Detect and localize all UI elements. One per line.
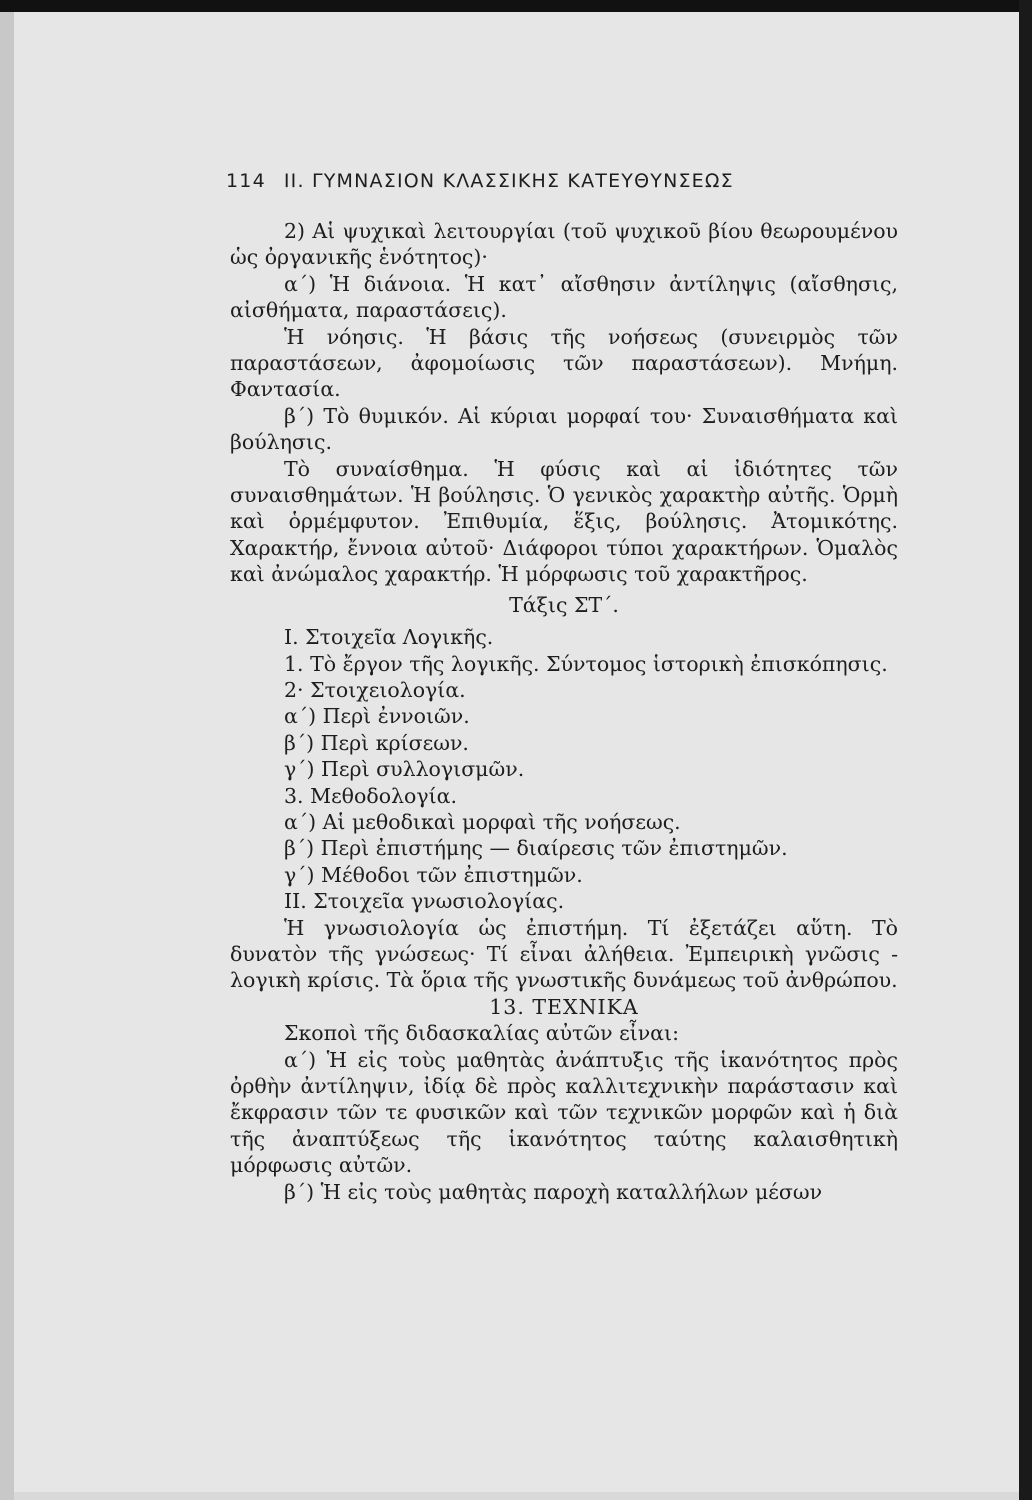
list-item: 3. Μεθοδολογία. — [284, 783, 458, 808]
paragraph: β΄) Τὸ θυμικόν. Αἱ κύριαι μορφαί του· Συναισθήματα καὶ βούλησις. — [230, 403, 898, 455]
list-item: α΄) Αἱ μεθοδικαὶ μορφαὶ τῆς νοήσεως. — [284, 809, 681, 834]
running-header — [226, 170, 866, 192]
list-item: 2· Στοιχειολογία. — [284, 677, 466, 702]
paragraph: Ἡ νόησις. Ἡ βάσις τῆς νοήσεως (συνειρμὸς τῶν παραστάσεων, ἀφομοίωσις τῶν παραστάσεων). Μνήμη. Φαντασία. — [230, 324, 898, 402]
page-number: 114 — [226, 170, 266, 192]
paragraph: 2) Αἱ ψυχικαὶ λειτουργίαι (τοῦ ψυχικοῦ βίου θεωρουμένου ὡς ὀργανικῆς ἑνότητος)· — [230, 219, 898, 270]
scan-top-border — [0, 0, 1032, 12]
page-body — [230, 218, 898, 1205]
paragraph: Τὸ συναίσθημα. Ἡ φύσις καὶ αἱ ἰδιότητες τῶν συναισθημάτων. Ἡ βούλησις. Ὁ γενικὸς χαρακτὴρ αὐτῆς. Ὁρμὴ καὶ ὁρμέμφυτον. Ἐπιθυμία, ἕξις, βούλησις. Ἀτομικότης. Χαρακτήρ, ἔννοια αὐτοῦ· Διάφοροι τύποι χαρακτήρων. Ὁμαλὸς καὶ ἀνώμαλος χαρακτήρ. Ἡ μόρφωσις τοῦ χαρακτῆρος. — [230, 456, 898, 587]
list-item: α΄) Περὶ ἐννοιῶν. — [284, 704, 470, 729]
list-item: β΄) Περὶ κρίσεων. — [284, 730, 469, 755]
paragraph: Σκοποὶ τῆς διδασκαλίας αὐτῶν εἶναι: — [284, 1021, 679, 1046]
list-item: β΄) Περὶ ἐπιστήμης — διαίρεσις τῶν ἐπιστημῶν. — [284, 836, 788, 861]
paragraph: β΄) Ἡ εἰς τοὺς μαθητὰς παροχὴ καταλλήλων μέσων — [284, 1179, 823, 1204]
section-heading: 13. ΤΕΧΝΙΚΑ — [489, 994, 639, 1019]
list-item: 1. Τὸ ἔργον τῆς λογικῆς. Σύντομος ἱστορικὴ ἐπισκόπησις. — [284, 651, 888, 676]
paragraph: α΄) Ἡ εἰς τοὺς μαθητὰς ἀνάπτυξις τῆς ἱκανότητος πρὸς ὀρθὴν ἀντίληψιν, ἰδίᾳ δὲ πρὸς καλλιτεχνικὴν παράστασιν καὶ ἔκφρασιν τῶν τε φυσικῶν καὶ τῶν τεχνικῶν μορφῶν καὶ ἡ διὰ τῆς ἀναπτύξεως τῆς ἱκανότητος ταύτης καλαισθητικὴ μόρφωσις αὐτῶν. — [230, 1047, 898, 1178]
scan-left-margin — [0, 0, 14, 1500]
class-heading: Τάξις ΣΤ΄. — [509, 592, 619, 617]
list-item: γ΄) Περὶ συλλογισμῶν. — [284, 757, 525, 782]
running-title: ΙΙ. ΓΥΜΝΑΣΙΟΝ ΚΛΑΣΣΙΚΗΣ ΚΑΤΕΥΘΥΝΣΕΩΣ — [283, 170, 734, 192]
scan-right-border — [1019, 0, 1032, 1500]
list-item: Ι. Στοιχεῖα Λογικῆς. — [284, 625, 494, 650]
list-item: γ΄) Μέθοδοι τῶν ἐπιστημῶν. — [284, 862, 583, 887]
paragraph: α΄) Ἡ διάνοια. Ἡ κατ᾿ αἴσθησιν ἀντίληψις (αἴσθησις, αἰσθήματα, παραστάσεις). — [230, 271, 898, 323]
list-item: ΙΙ. Στοιχεῖα γνωσιολογίας. — [284, 889, 565, 914]
paragraph: Ἡ γνωσιολογία ὡς ἐπιστήμη. Τί ἐξετάζει αὕτη. Τὸ δυνατὸν τῆς γνώσεως· Τί εἶναι ἀλήθεια. Ἐμπειρικὴ γνῶσις - λογικὴ κρίσις. Τὰ ὅρια τῆς γνωστικῆς δυνάμεως τοῦ ἀνθρώπου. — [230, 915, 898, 993]
